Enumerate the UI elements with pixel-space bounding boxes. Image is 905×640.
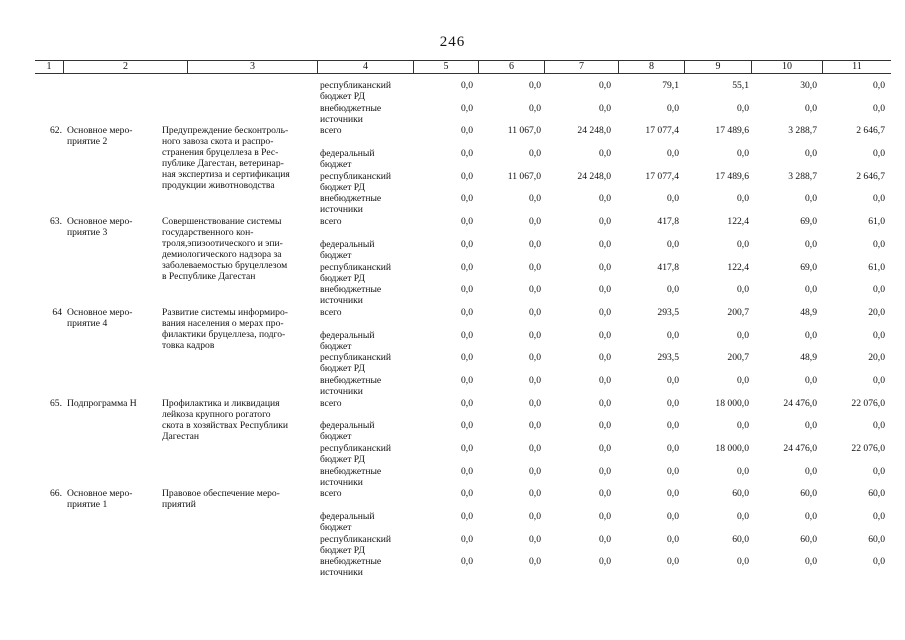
value-col-7: 0,0 <box>599 329 611 341</box>
header-cell-7: 7 <box>544 61 618 73</box>
value-col-10: 0,0 <box>805 329 817 341</box>
value-col-7: 0,0 <box>599 306 611 318</box>
table-row <box>0 80 905 103</box>
value-col-8: 0,0 <box>667 533 679 545</box>
value-col-7: 0,0 <box>599 533 611 545</box>
value-col-9: 0,0 <box>737 511 749 523</box>
value-col-10: 0,0 <box>805 465 817 477</box>
value-col-6: 0,0 <box>529 148 541 160</box>
value-col-11: 0,0 <box>873 465 885 477</box>
value-col-9: 0,0 <box>737 102 749 114</box>
value-col-10: 0,0 <box>805 148 817 160</box>
value-col-7: 0,0 <box>599 238 611 250</box>
table-row <box>0 488 905 511</box>
value-col-8: 0,0 <box>667 397 679 409</box>
value-col-11: 2 646,7 <box>856 170 885 182</box>
value-col-5: 0,0 <box>461 511 473 523</box>
value-col-10: 0,0 <box>805 238 817 250</box>
value-col-11: 61,0 <box>868 261 885 273</box>
funding-source: всего <box>320 306 342 318</box>
value-col-5: 0,0 <box>461 556 473 568</box>
row-number: 63. <box>50 216 62 228</box>
value-col-6: 0,0 <box>529 306 541 318</box>
value-col-8: 17 077,4 <box>645 125 679 137</box>
measure-description: Совершенствование системы государственного кон- троля,эпизоотического и эпи- демиологического надзора за заболеваемостью бруцеллезом в Республике Дагестан <box>162 216 288 283</box>
value-col-11: 0,0 <box>873 284 885 296</box>
value-col-7: 0,0 <box>599 193 611 205</box>
value-col-6: 0,0 <box>529 533 541 545</box>
row-number: 64 <box>52 306 62 318</box>
value-col-8: 0,0 <box>667 556 679 568</box>
measure-description: Развитие системы информиро- вания населения о мерах про- филактики бруцеллеза, подго- товка кадров <box>162 306 288 351</box>
value-col-6: 11 067,0 <box>507 170 541 182</box>
value-col-10: 60,0 <box>800 533 817 545</box>
value-col-10: 0,0 <box>805 511 817 523</box>
table-row <box>0 330 905 353</box>
value-col-9: 0,0 <box>737 238 749 250</box>
value-col-8: 293,5 <box>657 306 679 318</box>
value-col-8: 0,0 <box>667 193 679 205</box>
value-col-10: 48,9 <box>800 306 817 318</box>
value-col-7: 0,0 <box>599 284 611 296</box>
value-col-9: 17 489,6 <box>715 170 749 182</box>
value-col-10: 3 288,7 <box>788 170 817 182</box>
funding-source: внебюджетные источники <box>320 102 382 125</box>
value-col-5: 0,0 <box>461 397 473 409</box>
value-col-8: 0,0 <box>667 284 679 296</box>
value-col-11: 0,0 <box>873 374 885 386</box>
header-cell-11: 11 <box>822 61 891 73</box>
value-col-9: 60,0 <box>732 488 749 500</box>
value-col-7: 24 248,0 <box>577 170 611 182</box>
value-col-8: 293,5 <box>657 352 679 364</box>
funding-source: всего <box>320 488 342 500</box>
row-number: 65. <box>50 397 62 409</box>
value-col-9: 122,4 <box>727 261 749 273</box>
value-col-10: 0,0 <box>805 102 817 114</box>
table-row <box>0 420 905 443</box>
value-col-7: 0,0 <box>599 261 611 273</box>
value-col-9: 55,1 <box>732 80 749 91</box>
row-number: 66. <box>50 488 62 500</box>
value-col-9: 0,0 <box>737 148 749 160</box>
value-col-9: 0,0 <box>737 556 749 568</box>
table-row <box>0 375 905 398</box>
measure-name: Основное меро- приятие 3 <box>67 216 133 239</box>
value-col-11: 22 076,0 <box>851 397 885 409</box>
funding-source: всего <box>320 216 342 228</box>
value-col-5: 0,0 <box>461 216 473 228</box>
value-col-11: 0,0 <box>873 238 885 250</box>
table-row <box>0 262 905 285</box>
funding-source: федеральный бюджет <box>320 511 375 534</box>
table-row <box>0 534 905 557</box>
value-col-7: 24 248,0 <box>577 125 611 137</box>
value-col-6: 0,0 <box>529 397 541 409</box>
value-col-10: 0,0 <box>805 193 817 205</box>
value-col-11: 60,0 <box>868 488 885 500</box>
value-col-10: 60,0 <box>800 488 817 500</box>
value-col-5: 0,0 <box>461 533 473 545</box>
value-col-6: 0,0 <box>529 352 541 364</box>
funding-source: федеральный бюджет <box>320 420 375 443</box>
value-col-8: 0,0 <box>667 374 679 386</box>
header-cell-6: 6 <box>478 61 544 73</box>
value-col-8: 79,1 <box>662 80 679 91</box>
value-col-5: 0,0 <box>461 284 473 296</box>
value-col-9: 17 489,6 <box>715 125 749 137</box>
table-row <box>0 556 905 579</box>
table-row <box>0 511 905 534</box>
value-col-9: 0,0 <box>737 193 749 205</box>
value-col-6: 0,0 <box>529 284 541 296</box>
funding-source: всего <box>320 397 342 409</box>
value-col-9: 0,0 <box>737 465 749 477</box>
value-col-10: 0,0 <box>805 420 817 432</box>
value-col-9: 122,4 <box>727 216 749 228</box>
funding-source: федеральный бюджет <box>320 238 375 261</box>
funding-source: республиканский бюджет РД <box>320 443 392 465</box>
value-col-5: 0,0 <box>461 148 473 160</box>
value-col-8: 0,0 <box>667 238 679 250</box>
value-col-6: 0,0 <box>529 420 541 432</box>
funding-source: всего <box>320 125 342 137</box>
value-col-6: 0,0 <box>529 465 541 477</box>
measure-description: Правовое обеспечение меро- приятий <box>162 488 280 511</box>
table-header <box>35 60 891 74</box>
value-col-10: 24 476,0 <box>783 443 817 454</box>
value-col-11: 0,0 <box>873 329 885 341</box>
value-col-9: 0,0 <box>737 420 749 432</box>
value-col-6: 0,0 <box>529 556 541 568</box>
value-col-11: 60,0 <box>868 533 885 545</box>
value-col-6: 11 067,0 <box>507 125 541 137</box>
funding-source: внебюджетные источники <box>320 556 382 579</box>
value-col-10: 48,9 <box>800 352 817 364</box>
table-row <box>0 239 905 262</box>
value-col-6: 0,0 <box>529 102 541 114</box>
value-col-8: 0,0 <box>667 511 679 523</box>
value-col-8: 417,8 <box>657 261 679 273</box>
value-col-9: 0,0 <box>737 329 749 341</box>
value-col-5: 0,0 <box>461 465 473 477</box>
measure-description: Профилактика и ликвидация лейкоза крупного рогатого скота в хозяйствах Республики Дагестан <box>162 397 288 442</box>
value-col-5: 0,0 <box>461 352 473 364</box>
table-row <box>0 352 905 375</box>
value-col-9: 0,0 <box>737 374 749 386</box>
value-col-9: 200,7 <box>727 306 749 318</box>
value-col-7: 0,0 <box>599 216 611 228</box>
value-col-9: 18 000,0 <box>715 397 749 409</box>
value-col-11: 0,0 <box>873 148 885 160</box>
header-cell-10: 10 <box>751 61 822 73</box>
value-col-11: 0,0 <box>873 511 885 523</box>
value-col-5: 0,0 <box>461 261 473 273</box>
value-col-9: 0,0 <box>737 284 749 296</box>
value-col-7: 0,0 <box>599 102 611 114</box>
funding-source: внебюджетные источники <box>320 374 382 397</box>
value-col-10: 69,0 <box>800 216 817 228</box>
value-col-8: 0,0 <box>667 102 679 114</box>
value-col-7: 0,0 <box>599 397 611 409</box>
value-col-10: 69,0 <box>800 261 817 273</box>
value-col-7: 0,0 <box>599 556 611 568</box>
value-col-10: 0,0 <box>805 374 817 386</box>
value-col-7: 0,0 <box>599 352 611 364</box>
funding-source: внебюджетные источники <box>320 465 382 488</box>
value-col-10: 0,0 <box>805 556 817 568</box>
measure-name: Основное меро- приятие 4 <box>67 306 133 329</box>
value-col-7: 0,0 <box>599 80 611 91</box>
funding-source: внебюджетные источники <box>320 193 382 216</box>
value-col-9: 18 000,0 <box>715 443 749 454</box>
value-col-7: 0,0 <box>599 420 611 432</box>
value-col-8: 17 077,4 <box>645 170 679 182</box>
header-cell-4: 4 <box>317 61 413 73</box>
value-col-7: 0,0 <box>599 443 611 454</box>
value-col-6: 0,0 <box>529 193 541 205</box>
value-col-5: 0,0 <box>461 170 473 182</box>
value-col-8: 0,0 <box>667 443 679 454</box>
table-row <box>0 443 905 466</box>
value-col-11: 20,0 <box>868 306 885 318</box>
funding-source: федеральный бюджет <box>320 148 375 171</box>
header-cell-9: 9 <box>684 61 751 73</box>
value-col-5: 0,0 <box>461 238 473 250</box>
value-col-5: 0,0 <box>461 374 473 386</box>
table-row <box>0 171 905 194</box>
table-body <box>0 80 905 579</box>
value-col-7: 0,0 <box>599 488 611 500</box>
table-row <box>0 284 905 307</box>
value-col-5: 0,0 <box>461 193 473 205</box>
measure-name: Основное меро- приятие 2 <box>67 125 133 148</box>
header-cell-2: 2 <box>63 61 187 73</box>
header-cell-1: 1 <box>46 61 52 72</box>
value-col-6: 0,0 <box>529 488 541 500</box>
value-col-10: 24 476,0 <box>783 397 817 409</box>
table-row <box>0 148 905 171</box>
header-cell-8: 8 <box>618 61 684 73</box>
value-col-7: 0,0 <box>599 148 611 160</box>
funding-source: республиканский бюджет РД <box>320 352 392 375</box>
value-col-8: 0,0 <box>667 148 679 160</box>
value-col-10: 0,0 <box>805 284 817 296</box>
measure-name: Основное меро- приятие 1 <box>67 488 133 511</box>
funding-source: республиканский бюджет РД <box>320 533 392 556</box>
value-col-5: 0,0 <box>461 306 473 318</box>
value-col-11: 0,0 <box>873 102 885 114</box>
value-col-7: 0,0 <box>599 465 611 477</box>
value-col-5: 0,0 <box>461 443 473 454</box>
value-col-11: 20,0 <box>868 352 885 364</box>
value-col-7: 0,0 <box>599 374 611 386</box>
funding-source: республиканский бюджет РД <box>320 261 392 284</box>
value-col-6: 0,0 <box>529 216 541 228</box>
value-col-6: 0,0 <box>529 374 541 386</box>
table-row <box>0 193 905 216</box>
table-row <box>0 466 905 489</box>
value-col-11: 2 646,7 <box>856 125 885 137</box>
table-row <box>0 103 905 126</box>
value-col-11: 0,0 <box>873 80 885 91</box>
value-col-5: 0,0 <box>461 80 473 91</box>
value-col-9: 200,7 <box>727 352 749 364</box>
value-col-5: 0,0 <box>461 102 473 114</box>
value-col-11: 0,0 <box>873 420 885 432</box>
value-col-5: 0,0 <box>461 329 473 341</box>
value-col-6: 0,0 <box>529 238 541 250</box>
value-col-6: 0,0 <box>529 443 541 454</box>
value-col-6: 0,0 <box>529 80 541 91</box>
value-col-5: 0,0 <box>461 488 473 500</box>
header-cell-3: 3 <box>187 61 317 73</box>
row-number: 62. <box>50 125 62 137</box>
value-col-6: 0,0 <box>529 261 541 273</box>
value-col-8: 0,0 <box>667 420 679 432</box>
funding-source: внебюджетные источники <box>320 284 382 307</box>
value-col-8: 417,8 <box>657 216 679 228</box>
value-col-7: 0,0 <box>599 511 611 523</box>
measure-name: Подпрограмма Н <box>67 397 137 409</box>
value-col-8: 0,0 <box>667 465 679 477</box>
value-col-10: 3 288,7 <box>788 125 817 137</box>
value-col-10: 30,0 <box>800 80 817 91</box>
value-col-6: 0,0 <box>529 329 541 341</box>
funding-source: федеральный бюджет <box>320 329 375 352</box>
value-col-9: 60,0 <box>732 533 749 545</box>
funding-source: республиканский бюджет РД <box>320 80 392 102</box>
value-col-5: 0,0 <box>461 125 473 137</box>
page-number: 246 <box>439 34 466 50</box>
funding-source: республиканский бюджет РД <box>320 170 392 193</box>
value-col-11: 0,0 <box>873 193 885 205</box>
header-cell-5: 5 <box>413 61 478 73</box>
value-col-6: 0,0 <box>529 511 541 523</box>
value-col-11: 61,0 <box>868 216 885 228</box>
value-col-11: 0,0 <box>873 556 885 568</box>
value-col-11: 22 076,0 <box>851 443 885 454</box>
measure-description: Предупреждение бесконтроль- ного завоза скота и распро- странения бруцеллеза в Рес- публике Дагестан, ветеринар- ная экспертиза и сертификация продукции животноводства <box>162 125 290 192</box>
value-col-8: 0,0 <box>667 488 679 500</box>
value-col-5: 0,0 <box>461 420 473 432</box>
value-col-8: 0,0 <box>667 329 679 341</box>
